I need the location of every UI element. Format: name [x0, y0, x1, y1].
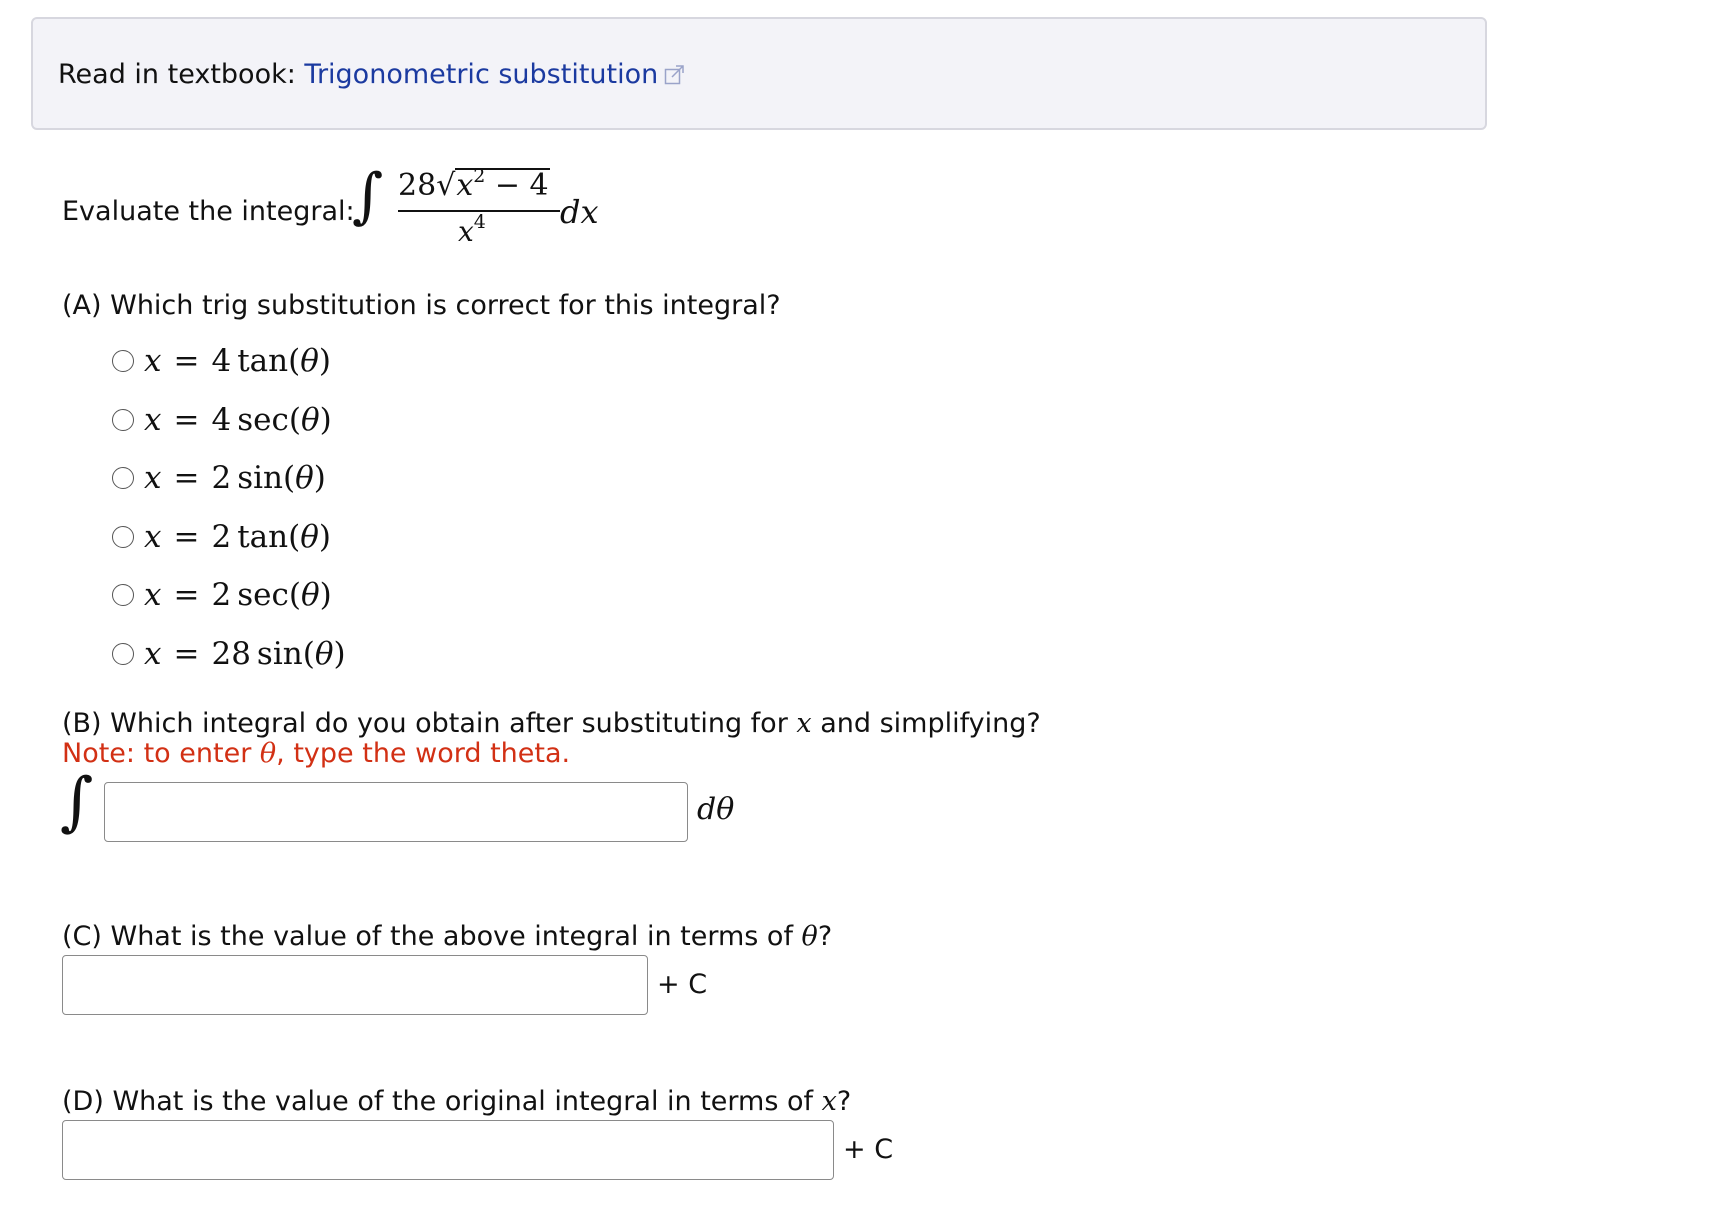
textbook-link[interactable]: Trigonometric substitution [304, 59, 659, 90]
part-c-question-var: θ [801, 921, 818, 952]
part-c-question-pre: (C) What is the value of the above integral in terms of [62, 921, 793, 952]
option-label: x = 2 sec(θ) [144, 577, 332, 613]
denominator-var: x [458, 215, 474, 248]
external-link-icon[interactable] [664, 64, 685, 85]
part-c-question-post: ? [817, 921, 833, 952]
radicand-var: x [456, 168, 474, 203]
note-pre: Note: to enter [62, 738, 252, 769]
radio-button[interactable] [112, 409, 134, 431]
sqrt-symbol: √ [436, 168, 456, 203]
part-a-option[interactable] [112, 458, 326, 498]
denominator-exponent: 4 [473, 211, 486, 233]
differential-dx: dx [560, 193, 599, 231]
part-d-answer-input[interactable] [62, 1120, 834, 1180]
integrand-denominator [458, 211, 486, 248]
radio-button[interactable] [112, 526, 134, 548]
part-b-answer-input[interactable] [104, 782, 688, 842]
part-b-question [62, 708, 1041, 739]
part-d-question-post: ? [836, 1086, 852, 1117]
radio-button[interactable] [112, 643, 134, 665]
integrand-numerator [398, 165, 550, 203]
part-a-question: (A) Which trig substitution is correct for this integral? [62, 290, 781, 321]
note-post: , type the word theta. [276, 738, 571, 769]
part-b-integral-sign: ∫ [60, 765, 94, 839]
numerator-coefficient: 28 [398, 168, 437, 203]
radio-button[interactable] [112, 584, 134, 606]
evaluate-label: Evaluate the integral: [62, 196, 355, 227]
part-a-option[interactable] [112, 575, 332, 615]
part-d-question-pre: (D) What is the value of the original integral in terms of [62, 1086, 814, 1117]
radicand-exponent: 2 [473, 165, 486, 187]
part-b-question-var: x [796, 708, 812, 739]
part-a-option[interactable] [112, 517, 331, 557]
part-b-dtheta: dθ [697, 792, 735, 827]
option-label: x = 4 tan(θ) [144, 343, 331, 379]
option-label: x = 28 sin(θ) [144, 635, 346, 672]
part-a-option[interactable] [112, 341, 331, 381]
radicand-rest: − 4 [485, 168, 549, 203]
textbook-line [58, 59, 685, 90]
part-b-note [62, 738, 570, 769]
part-a-option[interactable] [112, 400, 332, 440]
part-d-plus-c: + C [843, 1134, 894, 1165]
option-label: x = 2 tan(θ) [144, 518, 331, 555]
radio-button[interactable] [112, 350, 134, 372]
part-c-answer-input[interactable] [62, 955, 648, 1015]
part-b-question-pre: (B) Which integral do you obtain after substituting for [62, 708, 788, 739]
part-b-question-post: and simplifying? [820, 708, 1041, 739]
integral-sign: ∫ [352, 161, 384, 231]
part-c-plus-c: + C [657, 969, 708, 1000]
textbook-panel [31, 17, 1487, 130]
note-var: θ [259, 738, 277, 769]
option-label: x = 4 sec(θ) [144, 401, 332, 438]
part-a-option[interactable] [112, 634, 346, 674]
part-d-question [62, 1086, 851, 1117]
textbook-prefix: Read in textbook: [58, 59, 296, 90]
part-c-question [62, 921, 832, 952]
part-d-question-var: x [821, 1086, 837, 1117]
radicand [455, 165, 549, 203]
option-label: x = 2 sin(θ) [144, 460, 326, 496]
radio-button[interactable] [112, 467, 134, 489]
